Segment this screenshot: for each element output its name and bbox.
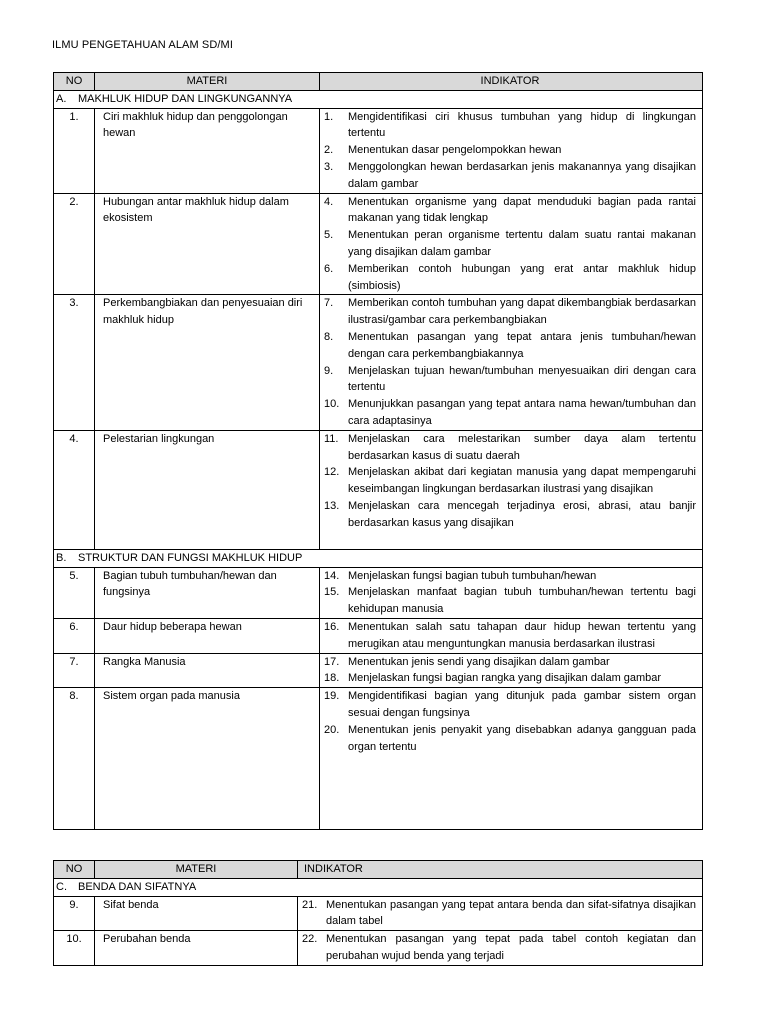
indicator-number: 22. [302,933,318,946]
indicator-text: Memberikan contoh tumbuhan yang dapat dikembangbiak berdasarkan ilustrasi/gambar cara perkembangbiakan [348,297,696,327]
indicator-item [324,584,696,618]
indicator-text: Menentukan jenis sendi yang disajikan dalam gambar [348,655,610,668]
indicator-text: Menentukan dasar pengelompokkan hewan [348,144,562,157]
indicator-item [324,295,696,329]
row-materi: Sistem organ pada manusia [95,688,320,830]
row-indikator-list [320,108,703,193]
indicator-number: 8. [324,330,334,343]
indicator-number: 5. [324,229,334,242]
table-row [54,653,703,688]
header-no: NO [54,861,95,879]
indicator-number: 12. [324,466,340,479]
indicator-text: Menjelaskan manfaat bagian tubuh tumbuhan/hewan tertentu bagi kehidupan manusia [348,586,696,616]
table-row [54,618,703,653]
row-indikator-list [320,653,703,688]
table-row [54,430,703,549]
indicator-text: Menentukan jenis penyakit yang disebabkan adanya gangguan pada organ tertentu [348,723,696,753]
indicator-text: Menentukan pasangan yang tepat pada tabel contoh kegiatan dan perubahan wujud benda yang terjadi [326,933,696,962]
table-row [54,931,703,966]
row-indikator-list [320,567,703,618]
row-number: 10. [54,931,95,966]
indicator-item [302,897,696,931]
section-letter: B. [56,551,67,564]
indicator-item [324,654,696,671]
indicator-number: 21. [302,898,318,911]
indicator-item [324,619,696,653]
table-header-row [54,861,703,879]
section-title: BENDA DAN SIFATNYA [78,880,197,893]
indicator-number: 10. [324,398,340,411]
indicator-table [53,72,703,830]
section-heading-row [54,90,703,108]
indicator-item [324,670,696,687]
indicator-text: Menunjukkan pasangan yang tepat antara nama hewan/tumbuhan dan cara adaptasinya [348,398,696,427]
indicator-table-continued [53,860,703,966]
indicator-item [324,261,696,295]
indicator-text: Menentukan pasangan yang tepat antara jenis tumbuhan/hewan dengan cara perkembangbiakannya [348,330,696,360]
section-heading [54,90,703,108]
indicator-number: 3. [324,160,334,173]
indicator-item [302,931,696,965]
indicator-item [324,329,696,363]
table-row [54,688,703,830]
row-indikator-list [320,430,703,549]
indicator-item [324,498,696,532]
section-heading-row [54,549,703,567]
header-indikator: INDIKATOR [320,73,703,91]
indicator-text: Menjelaskan akibat dari kegiatan manusia yang dapat mempengaruhi keseimbangan lingkungan berdasarkan ilustrasi yang disajikan [348,466,696,496]
indicator-number: 11. [324,432,339,445]
row-indikator-list [320,193,703,295]
section-letter: A. [56,92,67,105]
row-number: 6. [54,618,95,653]
row-materi: Bagian tubuh tumbuhan/hewan dan fungsinya [95,567,320,618]
indicator-text: Mengidentifikasi ciri khusus tumbuhan yang hidup di lingkungan tertentu [348,110,696,140]
header-materi: MATERI [95,861,298,879]
indicator-item [324,464,696,498]
table-row [54,896,703,931]
indicator-text: Menentukan peran organisme tertentu dalam suatu rantai makanan yang disajikan dalam gambar [348,229,696,258]
table-header-row [54,73,703,91]
section-letter: C. [56,880,67,893]
header-indikator: INDIKATOR [298,861,703,879]
indicator-number: 6. [324,262,334,275]
row-number: 7. [54,653,95,688]
section-title: MAKHLUK HIDUP DAN LINGKUNGANNYA [78,92,293,105]
indicator-item [324,194,696,228]
indicator-item [324,142,696,159]
indicator-number: 19. [324,690,340,703]
indicator-text: Menjelaskan cara melestarikan sumber daya alam tertentu berdasarkan kasus di suatu daerah [348,432,696,462]
indicator-number: 18. [324,672,340,685]
header-materi: MATERI [95,73,320,91]
row-materi: Sifat benda [95,896,298,931]
indicator-text: Memberikan contoh hubungan yang erat antar makhluk hidup (simbiosis) [348,262,696,292]
indicator-text: Menjelaskan tujuan hewan/tumbuhan menyesuaikan diri dengan cara tertentu [348,364,696,394]
indicator-number: 15. [324,586,340,599]
section-title: STRUKTUR DAN FUNGSI MAKHLUK HIDUP [78,551,303,564]
indicator-number: 17. [324,655,340,668]
row-number: 9. [54,896,95,931]
indicator-item [324,688,696,722]
row-indikator-list [298,931,703,966]
indicator-item [324,396,696,430]
indicator-text: Menentukan pasangan yang tepat antara benda dan sifat-sifatnya disajikan dalam tabel [326,898,696,928]
row-materi: Perkembangbiakan dan penyesuaian diri makhluk hidup [95,295,320,430]
row-indikator-list [320,618,703,653]
indicator-item [324,159,696,193]
section-heading [54,549,703,567]
indicator-number: 13. [324,499,340,512]
indicator-text: Mengidentifikasi bagian yang ditunjuk pada gambar sistem organ sesuai dengan fungsinya [348,690,696,719]
indicator-number: 7. [324,297,334,310]
row-number: 5. [54,567,95,618]
indicator-text: Menentukan salah satu tahapan daur hidup hewan tertentu yang merugikan atau menguntungkan manusia berdasarkan ilustrasi [348,620,696,650]
indicator-text: Menjelaskan cara mencegah terjadinya erosi, abrasi, atau banjir berdasarkan kasus yang disajikan [348,499,696,529]
header-no: NO [54,73,95,91]
row-materi: Pelestarian lingkungan [95,430,320,549]
row-materi: Hubungan antar makhluk hidup dalam ekosistem [95,193,320,295]
section-heading [54,878,703,896]
indicator-number: 2. [324,144,334,157]
row-materi: Ciri makhluk hidup dan penggolongan hewan [95,108,320,193]
indicator-item [324,227,696,261]
indicator-text: Menjelaskan fungsi bagian tubuh tumbuhan/hewan [348,569,597,582]
row-indikator-list [320,295,703,430]
row-number: 1. [54,108,95,193]
indicator-number: 1. [324,110,334,123]
indicator-item [324,431,696,465]
indicator-number: 9. [324,364,334,377]
row-number: 4. [54,430,95,549]
indicator-text: Menggolongkan hewan berdasarkan jenis makanannya yang disajikan dalam gambar [348,160,696,190]
document-title: ILMU PENGETAHUAN ALAM SD/MI [52,39,233,51]
row-materi: Daur hidup beberapa hewan [95,618,320,653]
row-indikator-list [320,688,703,830]
indicator-item [324,109,696,143]
table-row [54,295,703,430]
indicator-number: 16. [324,620,340,633]
indicator-item [324,363,696,397]
indicator-item [324,568,696,585]
row-indikator-list [298,896,703,931]
indicator-number: 14. [324,569,340,582]
section-heading-row [54,878,703,896]
indicator-number: 20. [324,723,340,736]
table-row [54,108,703,193]
row-materi: Rangka Manusia [95,653,320,688]
indicator-item [324,722,696,756]
row-materi: Perubahan benda [95,931,298,966]
indicator-text: Menentukan organisme yang dapat menduduki bagian pada rantai makanan yang tidak lengkap [348,195,696,225]
indicator-text: Menjelaskan fungsi bagian rangka yang disajikan dalam gambar [348,672,662,685]
row-number: 3. [54,295,95,430]
indicator-number: 4. [324,195,334,208]
row-number: 2. [54,193,95,295]
row-number: 8. [54,688,95,830]
table-row [54,193,703,295]
table-row [54,567,703,618]
